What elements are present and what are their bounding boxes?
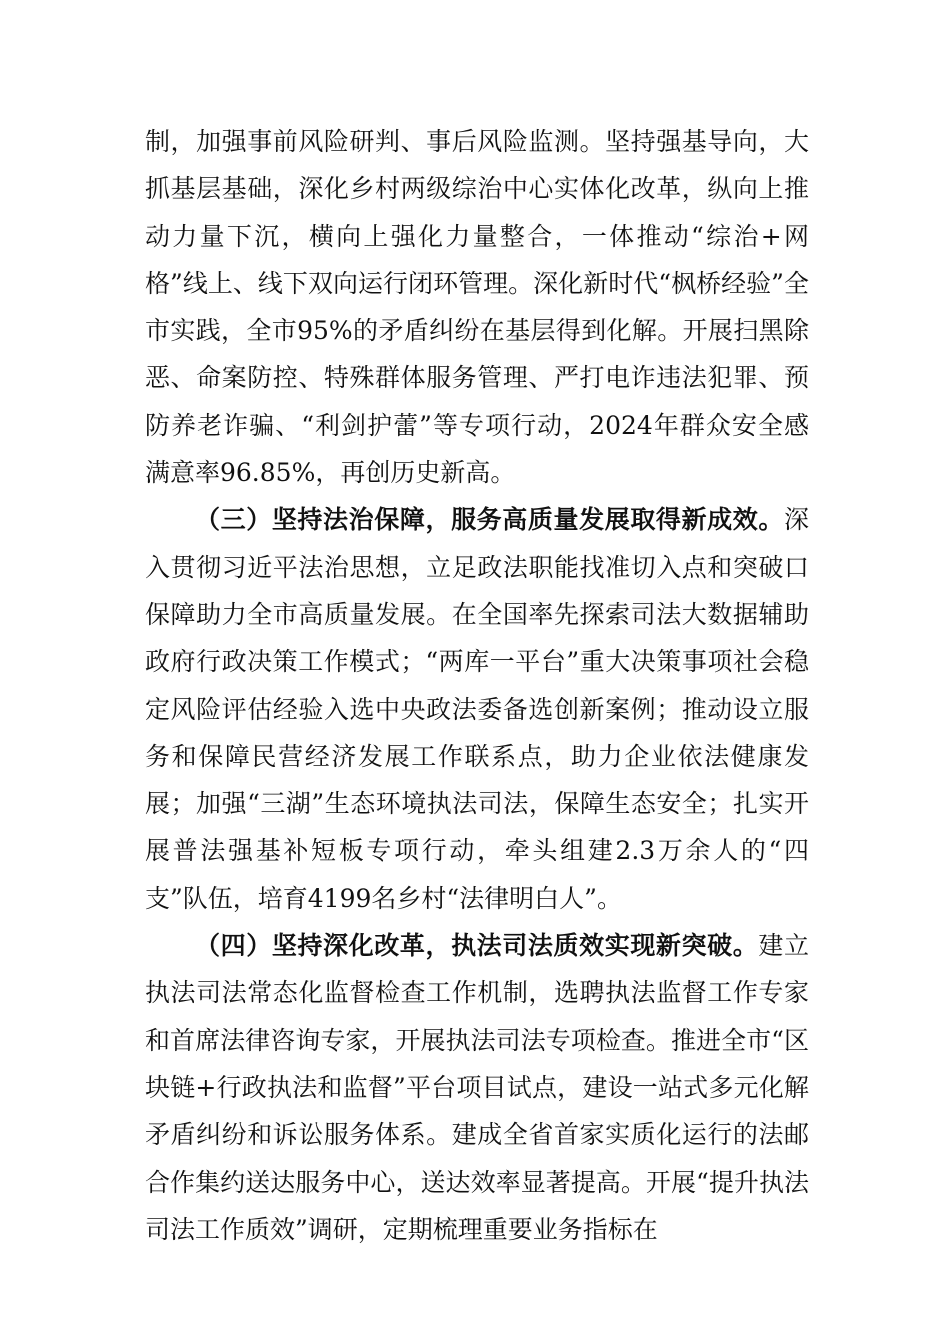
paragraph-body: 制，加强事前风险研判、事后风险监测。坚持强基导向，大抓基层基础，深化乡村两级综治中心实体化改革，纵向上推动力量下沉，横向上强化力量整合，一体推动“综治+网格”线上、线下双向运行闭环管理。深化新时代“枫桥经验”全市实践，全市95%的矛盾纠纷在基层得到化解。开展扫黑除恶、命案防控、特殊群体服务管理、严打电诈违法犯罪、预防养老诈骗、“利剑护蕾”等专项行动，2024年群众安全感满意率96.85%，再创历史新高。 bbox=[145, 127, 809, 488]
paragraph-body: 深入贯彻习近平法治思想，立足政法职能找准切入点和突破口保障助力全市高质量发展。在全国率先探索司法大数据辅助政府行政决策工作模式；“两库一平台”重大决策事项社会稳定风险评估经验入选中央政法委备选创新案例；推动设立服务和保障民营经济发展工作联系点，助力企业依法健康发展；加强“三湖”生态环境执法司法，保障生态安全；扎实开展普法强基补短板专项行动，牵头组建2.3万余人的“四支”队伍，培育4199名乡村“法律明白人”。 bbox=[145, 505, 809, 913]
paragraph-body: 建立执法司法常态化监督检查工作机制，选聘执法监督工作专家和首席法律咨询专家，开展执法司法专项检查。推进全市“区块链+行政执法和监督”平台项目试点，建设一站式多元化解矛盾纠纷和诉讼服务体系。建成全省首家实质化运行的法邮合作集约送达服务中心，送达效率显著提高。开展“提升执法司法工作质效”调研，定期梳理重要业务指标在 bbox=[145, 931, 809, 1244]
section-heading: （三）坚持法治保障，服务高质量发展取得新成效。 bbox=[195, 505, 784, 535]
paragraph-continued bbox=[145, 118, 809, 496]
paragraph-section-four bbox=[145, 922, 809, 1253]
paragraph-section-three bbox=[145, 496, 809, 922]
section-heading: （四）坚持深化改革，执法司法质效实现新突破。 bbox=[195, 931, 759, 961]
document-body bbox=[145, 118, 809, 1253]
